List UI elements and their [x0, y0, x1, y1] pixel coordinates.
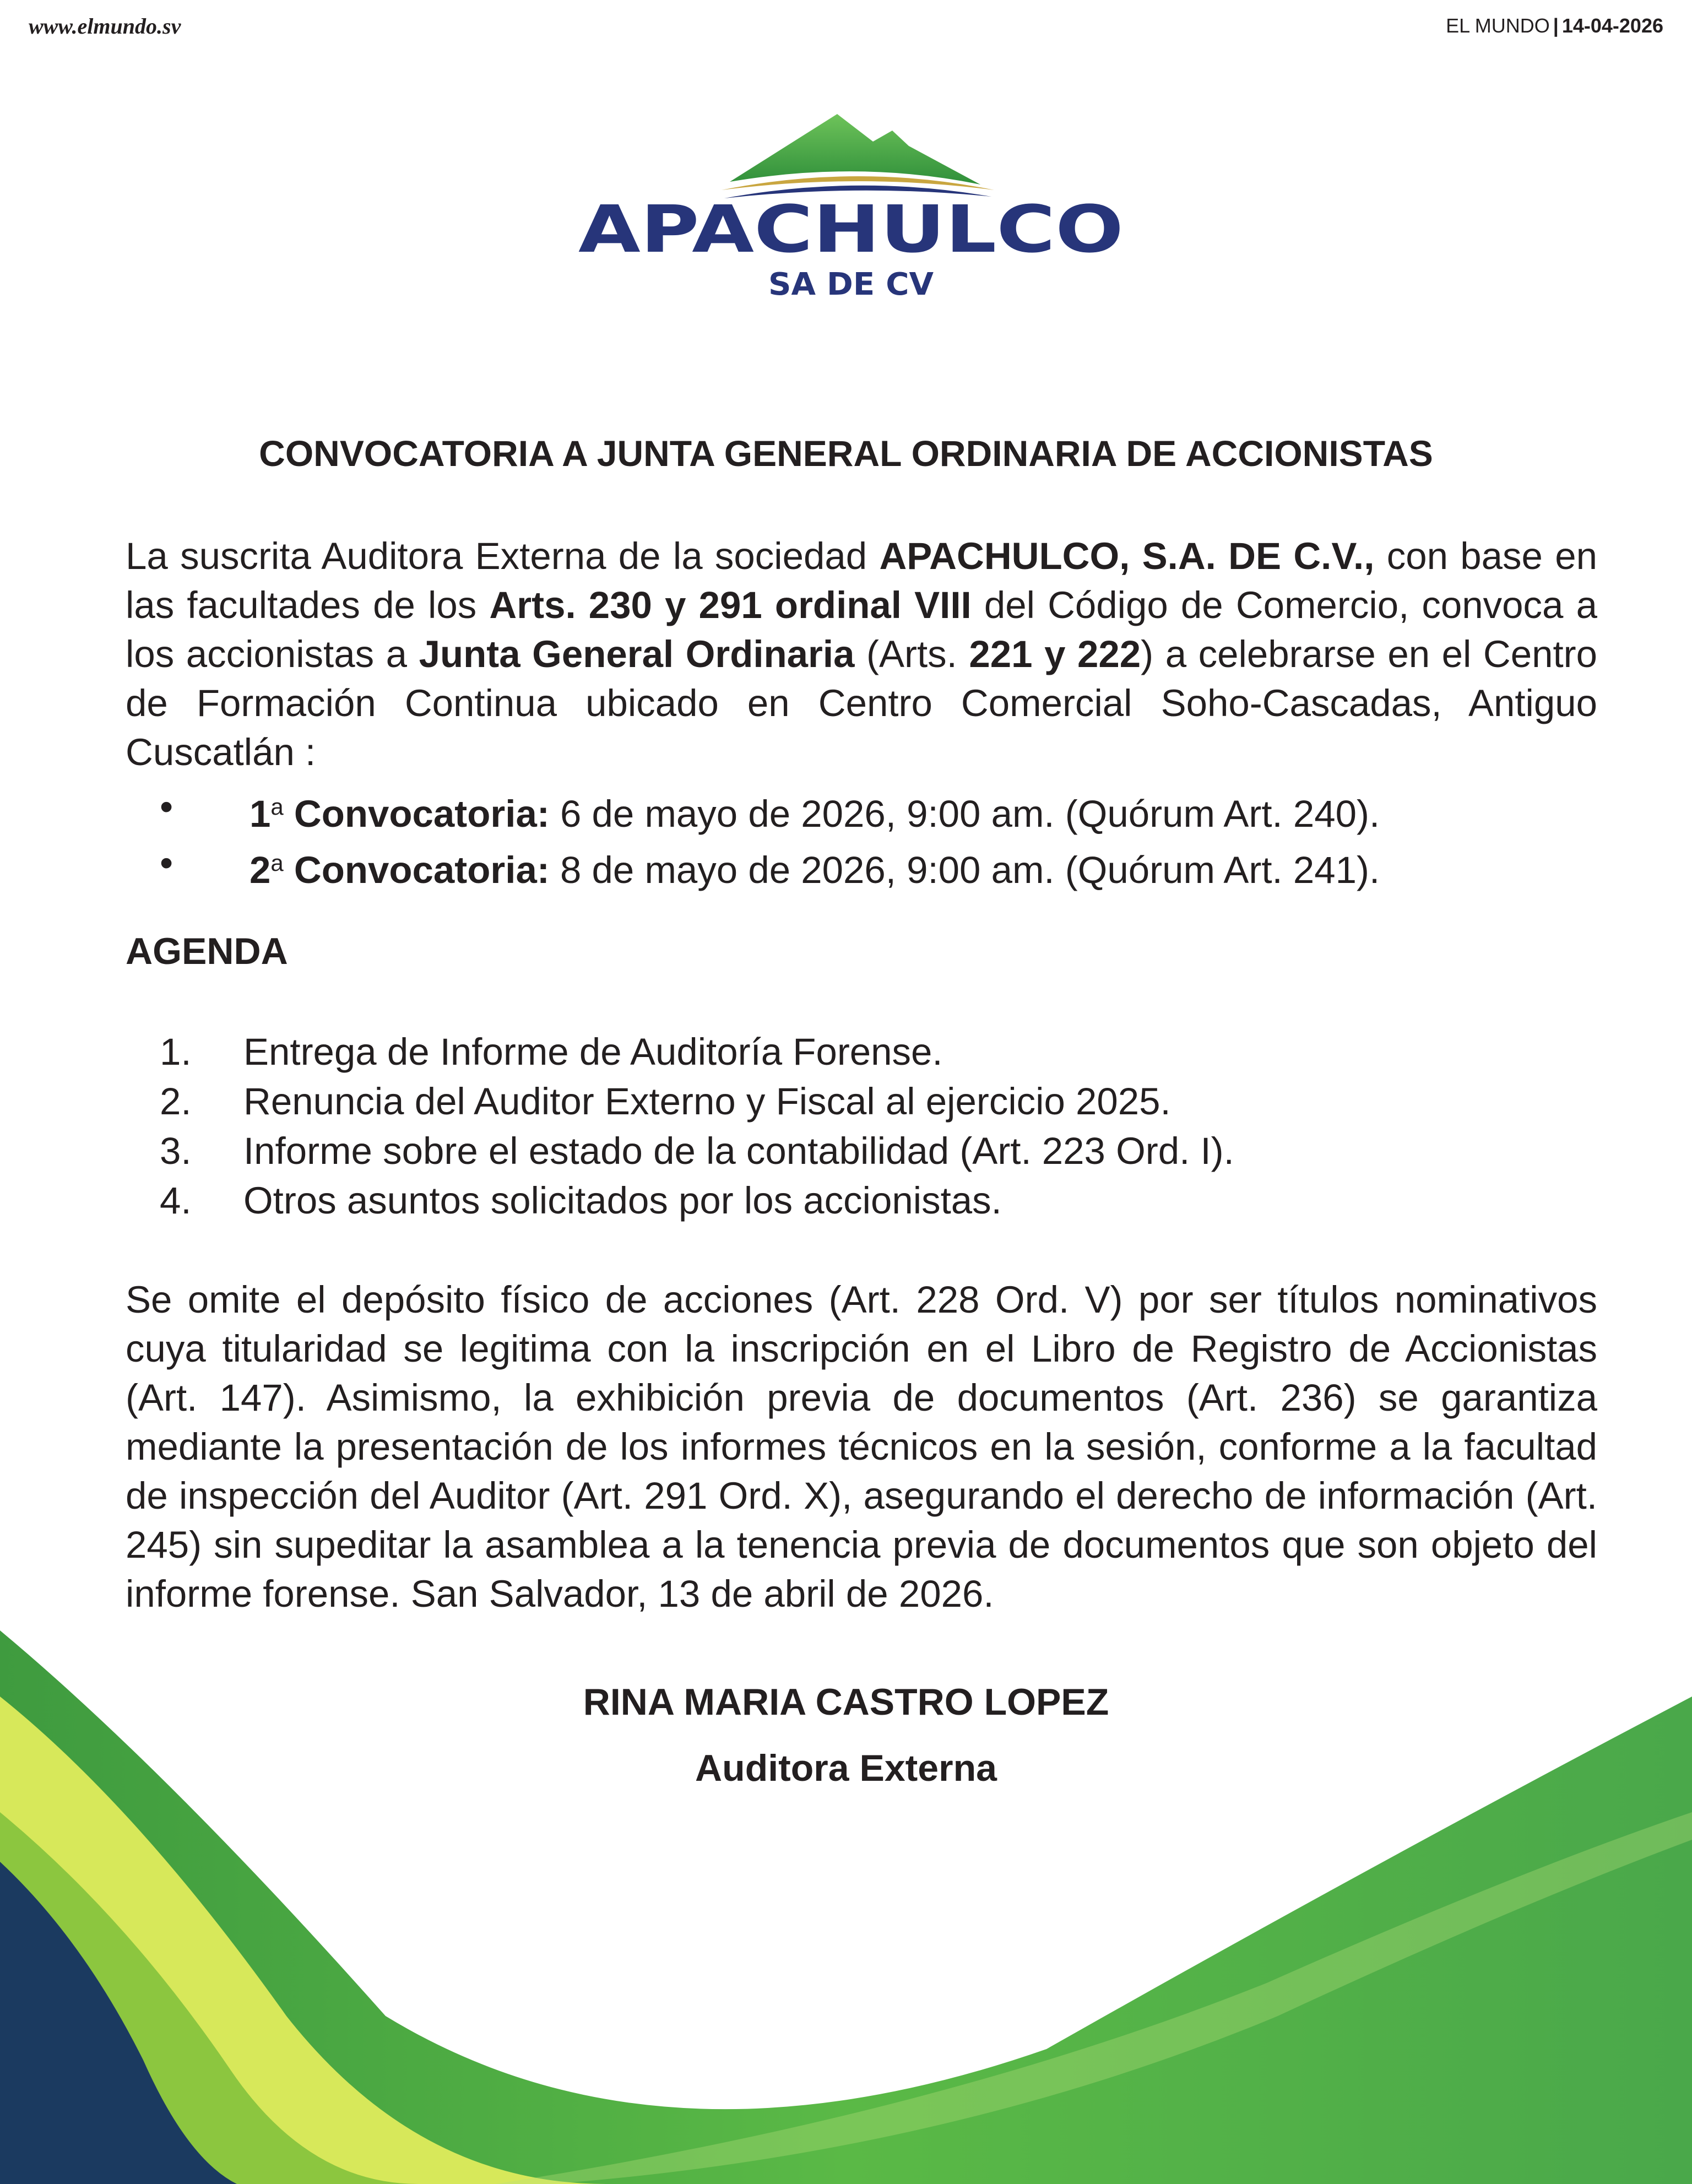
closing-paragraph: Se omite el depósito físico de acciones (Art. 228 Ord. V) por ser títulos nominativos cuya titularidad se legitima con la inscripción en el Libro de Registro de Accionistas (Art. 147). Asimismo, la exhibición previa de documentos (Art. 236) se garantiza mediante la presentación de los informes técnicos en la sesión, conforme a la facultad de inspección del Auditor (Art. 291 Ord. X), asegurando el derecho de información (Art. 245) sin supeditar la asamblea a la tenencia previa de documentos que son objeto del informe forense. San Salvador, 13 de abril de 2026. [126, 1278, 1597, 1615]
page-title: CONVOCATORIA A JUNTA GENERAL ORDINARIA DE ACCIONISTAS [259, 433, 1433, 474]
logo-wordmark: APACHULCO [578, 191, 1124, 267]
site-url[interactable]: www.elmundo.sv [29, 14, 181, 39]
signatory-name: RINA MARIA CASTRO LOPEZ [583, 1681, 1109, 1723]
agenda-list [160, 1027, 1234, 1226]
list-item: • 1$^a$ Convocatoria: 6 de mayo de 2026, 9:00 am. (Quórum Art. 240). [160, 782, 1380, 838]
bullet-icon: • [160, 785, 173, 828]
list-item: • 2$^a$ Convocatoria: 8 de mayo de 2026, 9:00 am. (Quórum Art. 241). [160, 838, 1380, 895]
agenda-heading: AGENDA [126, 930, 288, 972]
publication-date: 14-04-2026 [1561, 14, 1663, 37]
list-item: 1. Entrega de Informe de Auditoría Forense. [160, 1031, 943, 1073]
intro-paragraph: La suscrita Auditora Externa de la sociedad APACHULCO, S.A. DE C.V., con base en las facultades de los Arts. 230 y 291 ordinal VIII del Código de Comercio, convoca a los accionistas a Junta General Ordinaria (Arts. 221 y 222) a celebrarse en el Centro de Formación Continua ubicado en Centro Comercial Soho-Cascadas, Antiguo Cuscatlán : [126, 535, 1598, 773]
list-item: 2. Renuncia del Auditor Externo y Fiscal al ejercicio 2025. [160, 1080, 1171, 1123]
bullet-icon: • [160, 842, 173, 884]
header-separator: | [1553, 14, 1559, 37]
logo-subtitle: SA DE CV [768, 267, 934, 302]
company-logo [573, 107, 1129, 311]
list-item: 3. Informe sobre el estado de la contabilidad (Art. 223 Ord. I). [160, 1130, 1234, 1172]
list-item: 4. Otros asuntos solicitados por los accionistas. [160, 1179, 1002, 1222]
signatory-role: Auditora Externa [695, 1747, 997, 1789]
mountain-shape [730, 114, 980, 185]
header-publication-date [1446, 14, 1663, 37]
convocatoria-list [160, 782, 1380, 895]
publication-name: EL MUNDO [1446, 14, 1550, 37]
